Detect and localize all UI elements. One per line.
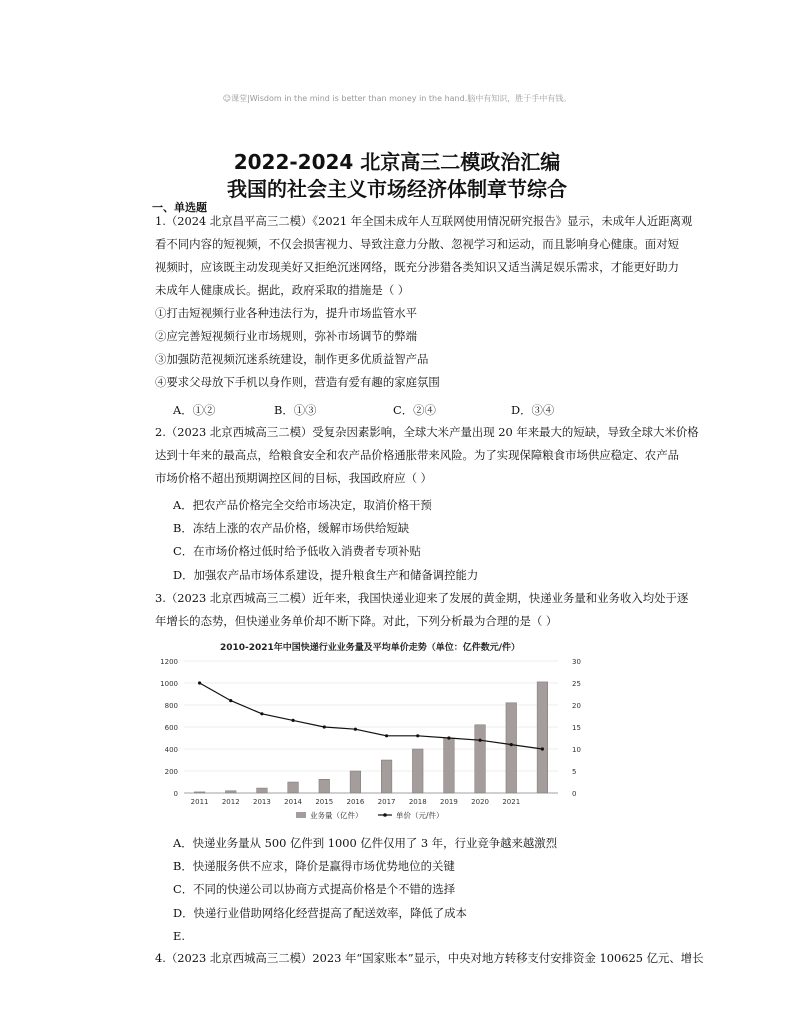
option-c[interactable]: C．不同的快递公司以协商方式提高价格是个不错的选择: [173, 882, 456, 896]
left-axis-tick-label: 600: [164, 724, 178, 732]
unit-price-line: [200, 683, 543, 749]
volume-bar: [257, 788, 268, 793]
question-text-line: 市场价格不超出预期调控区间的目标，我国政府应（ ）: [155, 471, 432, 485]
left-axis-tick-label: 0: [173, 790, 178, 798]
question-text-line: 2.（2023 北京西城高三二模）受复杂因素影响，全球大米产量出现 20 年来最大的短缺，导致全球大米价格: [155, 425, 699, 439]
question-text-line: 未成年人健康成长。据此，政府采取的措施是（ ）: [155, 283, 410, 297]
chart-title: 2010-2021年中国快递行业业务量及平均单价走势（单位：亿件数元/件）: [219, 643, 521, 653]
x-axis-tick-label: 2016: [346, 798, 365, 806]
option-d[interactable]: D．快递行业借助网络化经营提高了配送效率，降低了成本: [173, 906, 467, 920]
left-axis-tick-label: 1000: [160, 680, 178, 688]
right-axis-tick-label: 20: [572, 702, 581, 710]
question-text-line: 1.（2024 北京昌平高三二模）《2021 年全国未成年人互联网使用情况研究报告》显示，未成年人近距离观: [155, 214, 693, 228]
x-axis-tick-label: 2021: [502, 798, 521, 806]
right-axis-tick-label: 10: [572, 746, 581, 754]
left-axis-tick-label: 800: [164, 702, 178, 710]
legend-bar-label: 业务量（亿件）: [310, 811, 363, 820]
unit-price-point: [291, 719, 294, 722]
volume-bar: [288, 782, 299, 793]
option-b[interactable]: B．快递服务供不应求，降价是赢得市场优势地位的关键: [173, 859, 455, 873]
unit-price-point: [416, 734, 419, 737]
option-c[interactable]: C．②④: [393, 403, 436, 417]
question-text-line: 年增长的态势，但快递业务单价却不断下降。对此，下列分析最为合理的是（ ）: [155, 614, 558, 628]
option-e[interactable]: E.: [173, 929, 185, 943]
option-c[interactable]: C．在市场价格过低时给予低收入消费者专项补贴: [173, 544, 421, 558]
x-axis-tick-label: 2014: [284, 798, 302, 806]
left-axis-tick-label: 400: [164, 746, 178, 754]
x-axis-tick-label: 2011: [190, 798, 209, 806]
section-heading: 一、单选题: [152, 201, 207, 214]
unit-price-point: [198, 681, 201, 684]
unit-price-point: [260, 712, 263, 715]
volume-bar: [475, 725, 486, 793]
right-axis-tick-label: 30: [572, 658, 581, 666]
unit-price-point: [510, 743, 513, 746]
volume-bar: [381, 760, 392, 793]
x-axis-tick-label: 2017: [377, 798, 396, 806]
unit-price-point: [354, 728, 357, 731]
statement-2: ②应完善短视频行业市场规则，弥补市场调节的弊端: [155, 329, 417, 343]
option-d[interactable]: D．加强农产品市场体系建设，提升粮食生产和储备调控能力: [173, 568, 479, 582]
volume-bar: [350, 771, 361, 793]
unit-price-point: [323, 725, 326, 728]
x-axis-tick-label: 2018: [408, 798, 427, 806]
document-subtitle: 我国的社会主义市场经济体制章节综合: [227, 177, 567, 201]
option-a[interactable]: A．把农产品价格完全交给市场决定，取消价格干预: [173, 498, 432, 512]
legend-line-marker: [383, 813, 387, 817]
volume-bar: [537, 682, 548, 793]
right-axis-tick-label: 0: [572, 790, 577, 798]
option-a[interactable]: A．快递业务量从 500 亿件到 1000 亿件仅用了 3 年，行业竞争越来越激烈: [173, 836, 558, 850]
unit-price-point: [541, 747, 544, 750]
unit-price-point: [447, 736, 450, 739]
volume-bar: [506, 703, 517, 793]
statement-4: ④要求父母放下手机以身作则，营造有爱有趣的家庭氛围: [155, 375, 440, 389]
document-title: 2022-2024 北京高三二模政治汇编: [233, 150, 561, 174]
x-axis-tick-label: 2019: [440, 798, 458, 806]
x-axis-tick-label: 2015: [315, 798, 334, 806]
question-text-line: 4.（2023 北京西城高三二模）2023 年“国家账本”显示，中央对地方转移支付安排资金 100625 亿元、增长: [155, 951, 704, 965]
question-text-line: 达到十年来的最高点，给粮食安全和农产品价格通胀带来风险。为了实现保障粮食市场供应稳定、农产品: [155, 448, 679, 462]
legend-line-label: 单价（元/件）: [396, 811, 444, 820]
legend-bar-swatch: [296, 812, 306, 818]
left-axis-tick-label: 1200: [160, 658, 178, 666]
right-axis-tick-label: 25: [572, 680, 581, 688]
option-a[interactable]: A．①②: [173, 403, 216, 417]
volume-bar: [412, 749, 423, 793]
right-axis-tick-label: 5: [572, 768, 577, 776]
question-text-line: 视频时，应该既主动发现美好又拒绝沉迷网络，既充分涉猎各类知识又适当满足娱乐需求，才能更好助力: [155, 260, 679, 274]
statement-3: ③加强防范视频沉迷系统建设，制作更多优质益智产品: [155, 352, 429, 366]
express-delivery-chart: [150, 636, 610, 826]
option-b[interactable]: B．①③: [274, 403, 317, 417]
option-b[interactable]: B．冻结上涨的农产品价格，缓解市场供给短缺: [173, 521, 410, 535]
statement-1: ①打击短视频行业各种违法行为，提升市场监管水平: [155, 306, 417, 320]
x-axis-tick-label: 2020: [471, 798, 489, 806]
x-axis-tick-label: 2012: [221, 798, 240, 806]
question-text-line: 3.（2023 北京西城高三二模）近年来，我国快递业迎来了发展的黄金期，快递业务量和业务收入均处于逐: [155, 591, 689, 605]
volume-bar: [319, 779, 330, 793]
watermark: ☺课堂|Wisdom in the mind is better than money in the hand.脑中有知识，胜于手中有钱。: [222, 94, 572, 103]
unit-price-point: [478, 739, 481, 742]
unit-price-point: [385, 734, 388, 737]
volume-bar: [444, 738, 455, 793]
unit-price-point: [229, 699, 232, 702]
x-axis-tick-label: 2013: [253, 798, 271, 806]
option-d[interactable]: D．③④: [511, 403, 555, 417]
right-axis-tick-label: 15: [572, 724, 581, 732]
question-text-line: 看不同内容的短视频，不仅会损害视力、导致注意力分散、忽视学习和运动，而且影响身心健康。面对短: [155, 237, 679, 251]
left-axis-tick-label: 200: [164, 768, 178, 776]
